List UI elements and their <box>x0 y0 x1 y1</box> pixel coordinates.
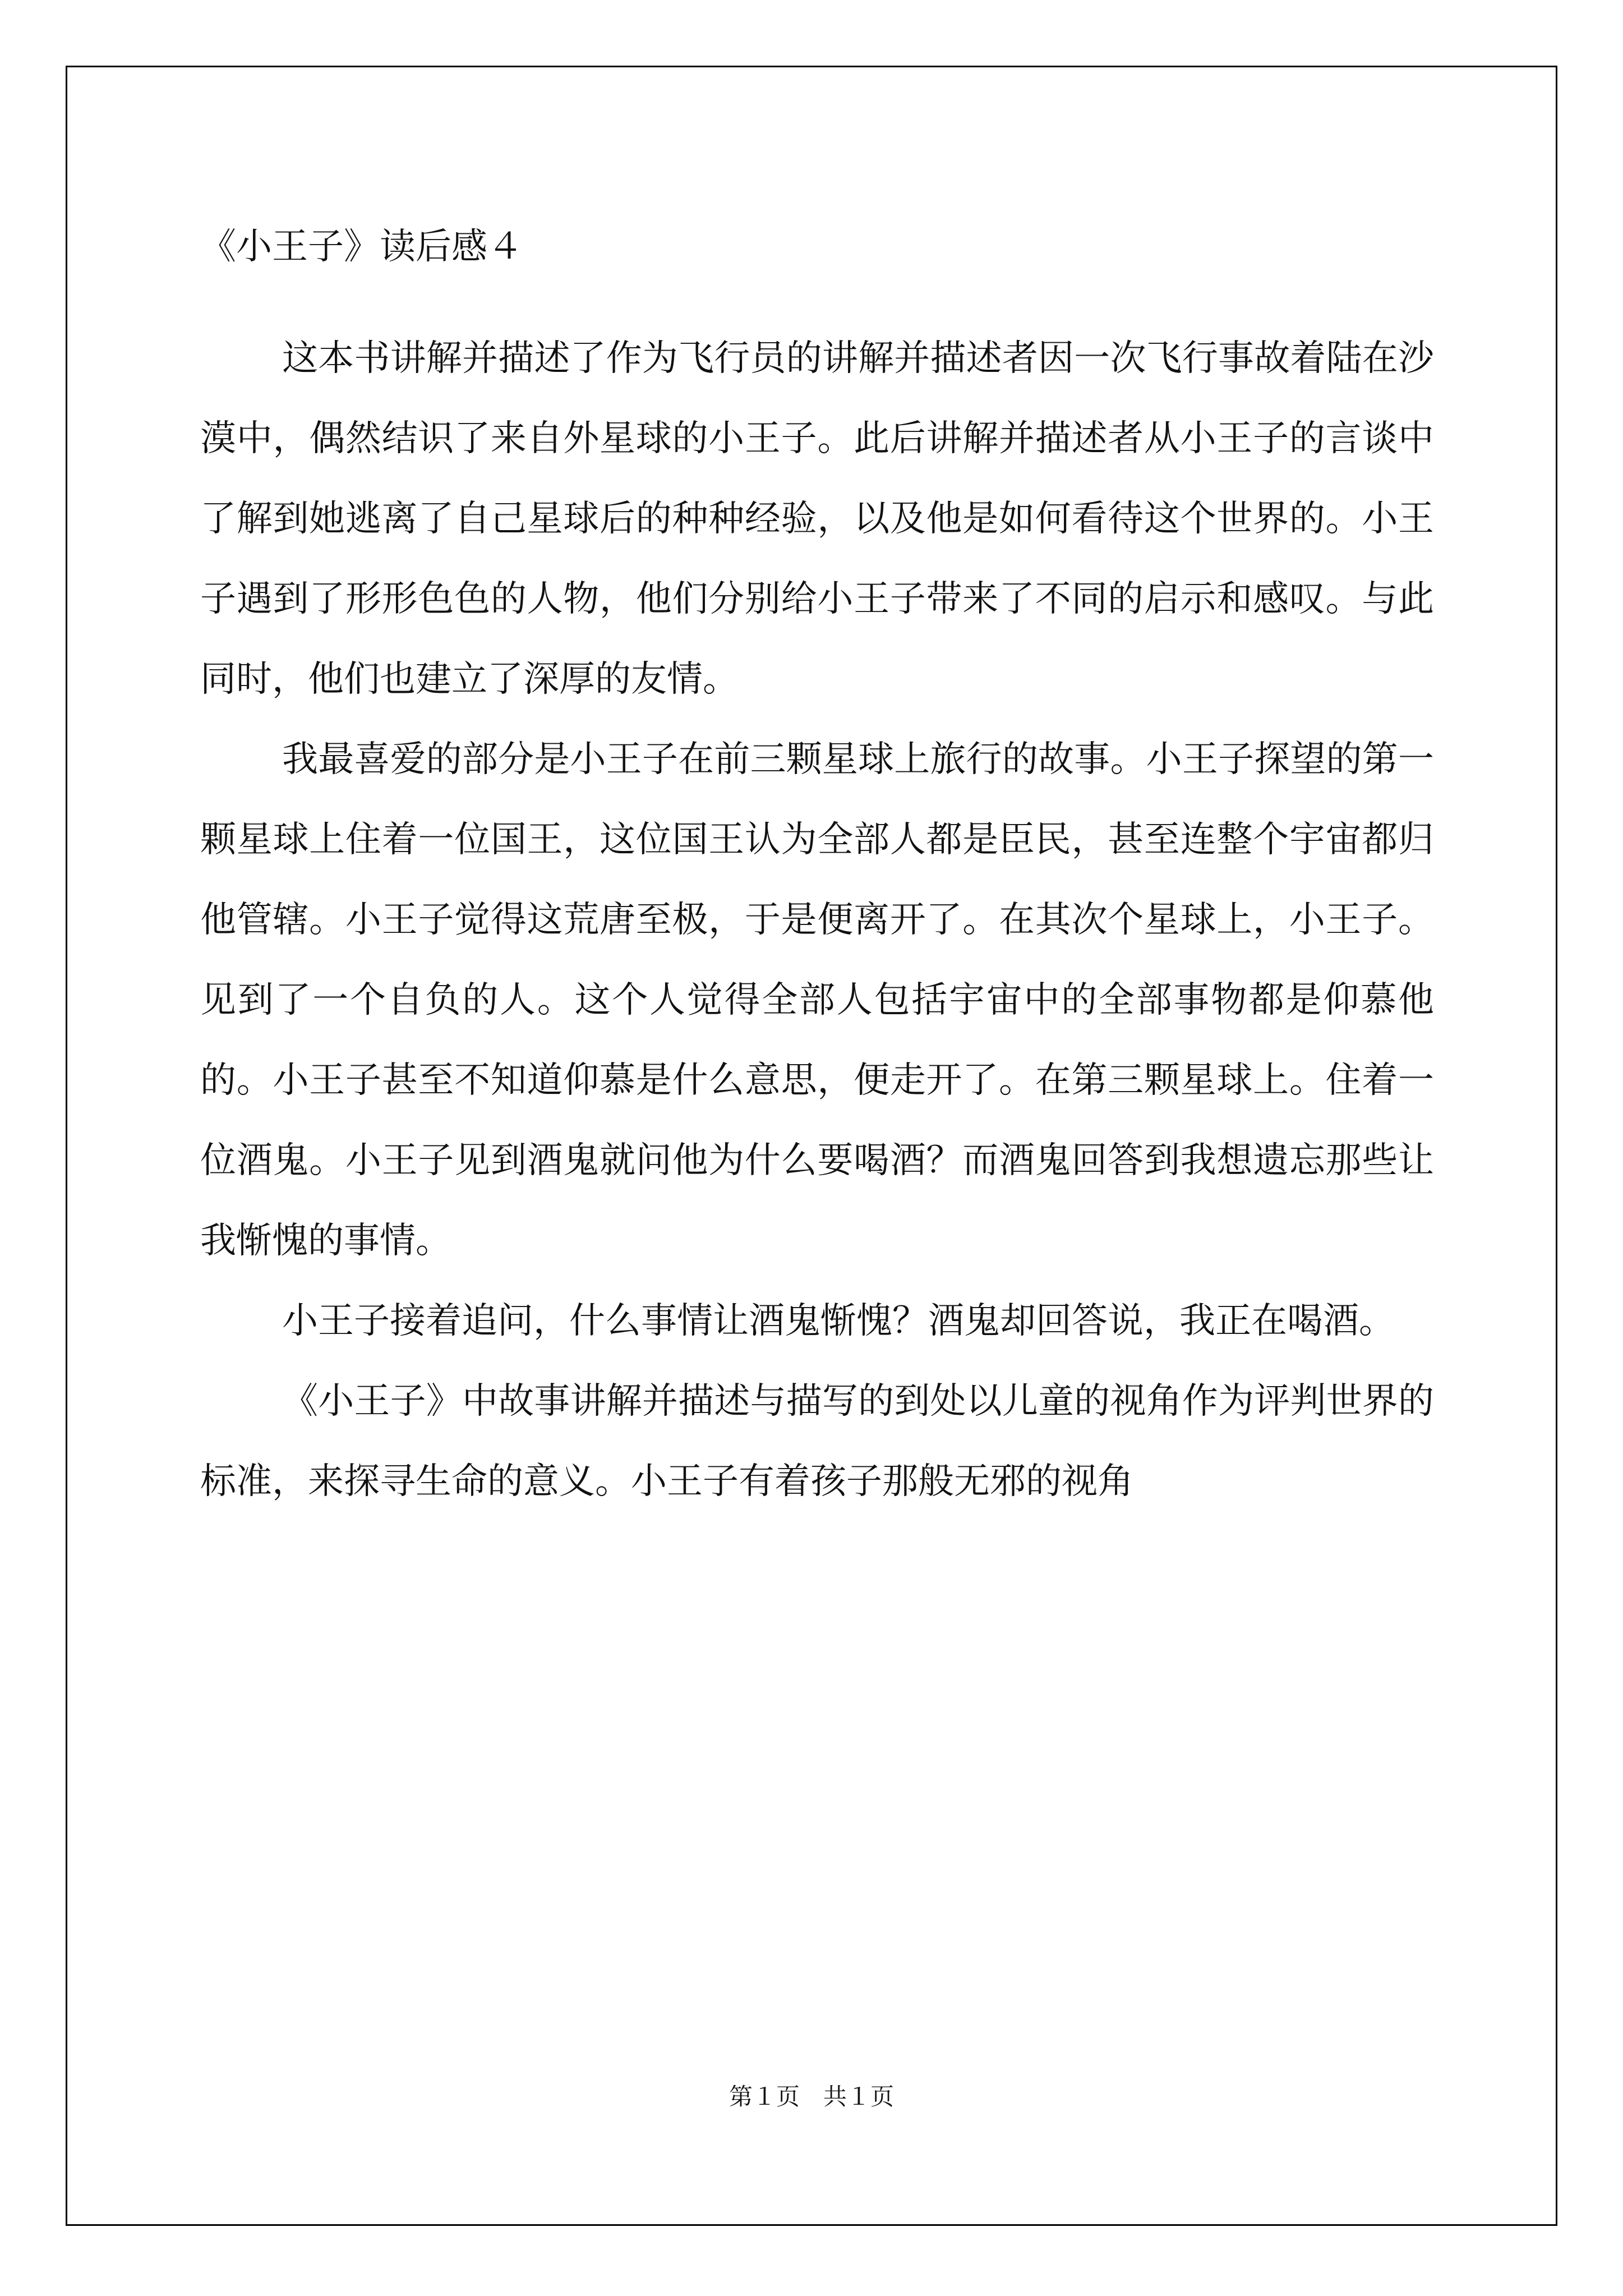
document-body <box>200 213 1434 1522</box>
paragraph-1: 这本书讲解并描述了作为飞行员的讲解并描述者因一次飞行事故着陆在沙漠中，偶然结识了来自外星球的小王子。此后讲解并描述者从小王子的言谈中了解到她逃离了自己星球后的种种经验，以及他是如何看待这个世界的。小王子遇到了形形色色的人物，他们分别给小王子带来了不同的启示和感叹。与此同时，他们也建立了深厚的友情。 <box>200 338 1434 700</box>
paragraph-3: 小王子接着追问，什么事情让酒鬼惭愧？酒鬼却回答说，我正在喝酒。 <box>282 1300 1395 1342</box>
paragraph-4: 《小王子》中故事讲解并描述与描写的到处以儿童的视角作为评判世界的标准，来探寻生命的意义。小王子有着孩子那般无邪的视角 <box>200 1381 1434 1502</box>
paragraph-2: 我最喜爱的部分是小王子在前三颗星球上旅行的故事。小王子探望的第一颗星球上住着一位国王，这位国王认为全部人都是臣民，甚至连整个宇宙都归他管辖。小王子觉得这荒唐至极，于是便离开了。在其次个星球上，小王子。见到了一个自负的人。这个人觉得全部人包括宇宙中的全部事物都是仰慕他的。小王子甚至不知道仰慕是什么意思，便走开了。在第三颗星球上。住着一位酒鬼。小王子见到酒鬼就问他为什么要喝酒？而酒鬼回答到我想遗忘那些让我惭愧的事情。 <box>200 739 1434 1262</box>
page-number-footer: 第１页 共１页 <box>728 2083 894 2110</box>
document-title: 《小王子》读后感４ <box>200 226 523 268</box>
